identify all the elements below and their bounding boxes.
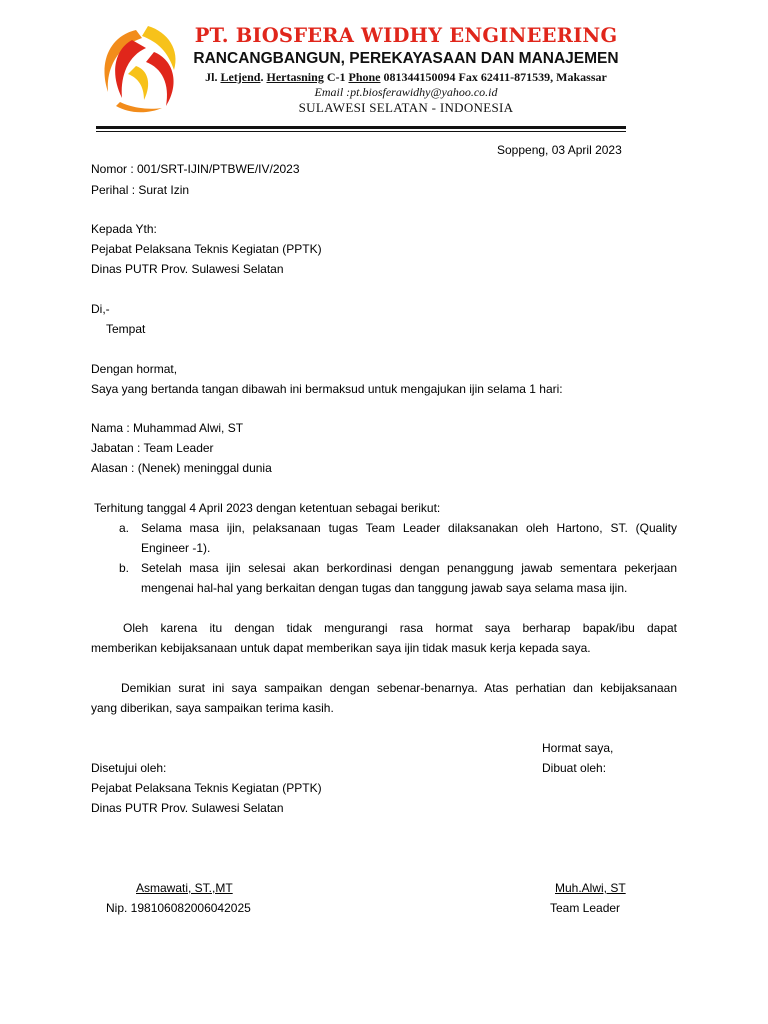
company-tagline: RANCANGBANGUN, PEREKAYASAAN DAN MANAJEMEN <box>193 50 619 67</box>
field-position: Jabatan : Team Leader <box>91 441 214 455</box>
address-street1: Letjend <box>220 70 261 84</box>
intro-text: Saya yang bertanda tangan dibawah ini bermaksud untuk mengajukan ijin selama 1 hari: <box>91 382 563 396</box>
field-reason: Alasan : (Nenek) meninggal dunia <box>91 461 272 475</box>
address-mid: C-1 <box>323 70 349 84</box>
company-logo-icon <box>96 22 188 118</box>
address-street2: Hertasning <box>266 70 324 84</box>
list-item-a-line2: Engineer -1). <box>141 541 211 555</box>
letterhead-divider-thin <box>96 131 626 132</box>
terms-intro: Terhitung tanggal 4 April 2023 dengan ketentuan sebagai berikut: <box>94 501 441 515</box>
recipient-di: Di,- <box>91 302 110 316</box>
recipient-line1: Pejabat Pelaksana Teknis Kegiatan (PPTK) <box>91 242 322 256</box>
approver-line1: Pejabat Pelaksana Teknis Kegiatan (PPTK) <box>91 781 322 795</box>
field-name: Nama : Muhammad Alwi, ST <box>91 421 244 435</box>
letter-subject: Perihal : Surat Izin <box>91 183 190 197</box>
paragraph2-line1: Demikian surat ini saya sampaikan dengan sebenar-benarnya. Atas perhatian dan kebijaksanaan <box>121 681 677 695</box>
company-address <box>186 70 626 85</box>
recipient-heading: Kepada Yth: <box>91 222 157 236</box>
approver-nip: Nip. 198106082006042025 <box>106 901 251 915</box>
list-marker-b: b. <box>119 561 130 575</box>
company-name: PT. BIOSFERA WIDHY ENGINEERING <box>194 24 618 47</box>
company-region: SULAWESI SELATAN - INDONESIA <box>298 100 514 115</box>
approved-by-label: Disetujui oleh: <box>91 761 167 775</box>
sender-name: Muh.Alwi, ST <box>555 881 626 895</box>
greeting: Dengan hormat, <box>91 362 178 376</box>
paragraph2-line2: yang diberikan, saya sampaikan terima kasih. <box>91 701 334 715</box>
address-rest: 081344150094 Fax 62411-871539, Makassar <box>380 70 607 84</box>
paragraph1-line1: Oleh karena itu dengan tidak mengurangi rasa hormat saya berharap bapak/ibu dapat <box>123 621 677 635</box>
approver-line2: Dinas PUTR Prov. Sulawesi Selatan <box>91 801 284 815</box>
list-item-b-line2: mengenai hal-hal yang berkaitan dengan tugas dan tanggung jawab saya selama masa ijin. <box>141 581 628 595</box>
address-dot: . <box>260 70 267 84</box>
approver-name: Asmawati, ST.,MT <box>136 881 233 895</box>
closing-salutation: Hormat saya, <box>542 741 614 755</box>
sender-title: Team Leader <box>550 901 621 915</box>
company-email: Email :pt.biosferawidhy@yahoo.co.id <box>314 85 498 99</box>
recipient-line2: Dinas PUTR Prov. Sulawesi Selatan <box>91 262 284 276</box>
list-marker-a: a. <box>119 521 130 535</box>
place-date: Soppeng, 03 April 2023 <box>497 143 622 157</box>
letterhead-divider-thick <box>96 126 626 129</box>
paragraph1-line2: memberikan kebijaksanaan untuk dapat memberikan saya ijin tidak masuk kerja kepada saya. <box>91 641 591 655</box>
letter-number: Nomor : 001/SRT-IJIN/PTBWE/IV/2023 <box>91 162 300 176</box>
created-by-label: Dibuat oleh: <box>542 761 607 775</box>
list-item-a-line1: Selama masa ijin, pelaksanaan tugas Team Leader dilaksanakan oleh Hartono, ST. (Quality <box>141 521 677 535</box>
address-phone-label: Phone <box>348 70 381 84</box>
address-prefix: Jl. <box>205 70 221 84</box>
list-item-b-line1: Setelah masa ijin selesai akan berkordinasi dengan penanggung jawab sementara pekerjaan <box>141 561 677 575</box>
recipient-place: Tempat <box>106 322 146 336</box>
